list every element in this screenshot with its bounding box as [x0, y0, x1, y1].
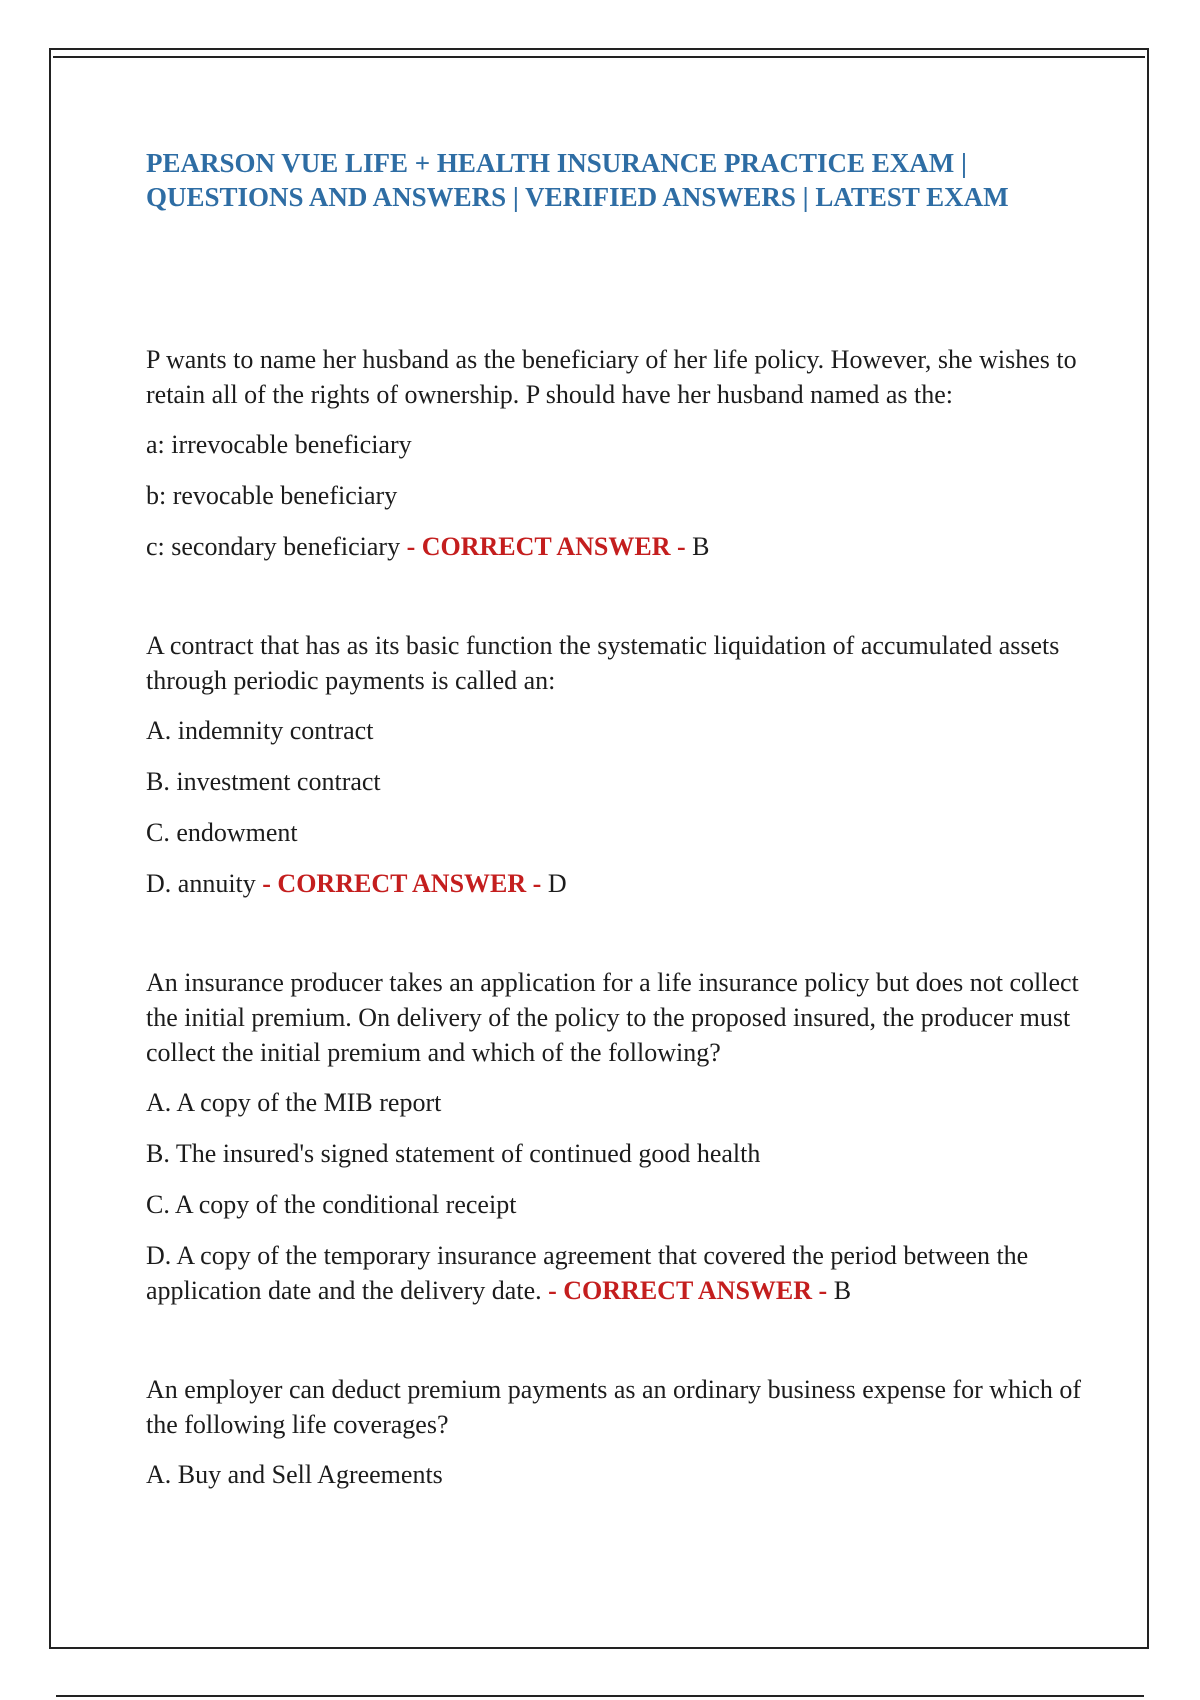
option-d-with-answer — [146, 866, 1086, 901]
option-c-with-answer — [146, 529, 1086, 564]
option-c: c: secondary beneficiary — [146, 532, 401, 561]
option-d: D. annuity — [146, 869, 256, 898]
option-b: B. The insured's signed statement of continued good health — [146, 1139, 761, 1168]
option-a: a: irrevocable beneficiary — [146, 430, 412, 459]
question-4 — [146, 1372, 1086, 1492]
option-b: b: revocable beneficiary — [146, 481, 398, 510]
question-3 — [146, 965, 1086, 1308]
question-text: An insurance producer takes an application for a life insurance policy but does not collect the initial premium. On delivery of the policy to the proposed insured, the producer must collect the initial premium and which of the following? — [146, 968, 1079, 1067]
title-line-1: PEARSON VUE LIFE + HEALTH INSURANCE PRACTICE EXAM | — [146, 148, 967, 178]
option-c: C. A copy of the conditional receipt — [146, 1190, 517, 1219]
top-rule — [53, 56, 1145, 58]
correct-answer-label: - CORRECT ANSWER - — [548, 1276, 828, 1305]
option-a: A. Buy and Sell Agreements — [146, 1460, 443, 1489]
document-title — [146, 146, 1086, 214]
document-body — [146, 146, 1086, 1508]
correct-answer-letter: B — [833, 1276, 852, 1305]
correct-answer-letter: B — [692, 532, 710, 561]
question-text: P wants to name her husband as the beneficiary of her life policy. However, she wishes to retain all of the rights of ownership. P should have her husband named as the: — [146, 345, 1077, 409]
correct-answer-label: - CORRECT ANSWER - — [406, 532, 686, 561]
option-d-with-answer — [146, 1238, 1086, 1308]
option-a: A. indemnity contract — [146, 716, 374, 745]
correct-answer-letter: D — [547, 869, 567, 898]
title-line-2: QUESTIONS AND ANSWERS | VERIFIED ANSWERS | LATEST EXAM — [146, 182, 1009, 212]
question-1 — [146, 342, 1086, 564]
option-a: A. A copy of the MIB report — [146, 1088, 442, 1117]
option-d: D. A copy of the temporary insurance agreement that covered the period between the application date and the delivery date. — [146, 1241, 1029, 1305]
question-text: A contract that has as its basic function the systematic liquidation of accumulated assets through periodic payments is called an: — [146, 631, 1060, 695]
question-2 — [146, 628, 1086, 901]
question-text: An employer can deduct premium payments as an ordinary business expense for which of the following life coverages? — [146, 1375, 1082, 1439]
bottom-rule — [56, 1695, 1144, 1697]
option-b: B. investment contract — [146, 767, 381, 796]
option-c: C. endowment — [146, 818, 298, 847]
correct-answer-label: - CORRECT ANSWER - — [262, 869, 542, 898]
